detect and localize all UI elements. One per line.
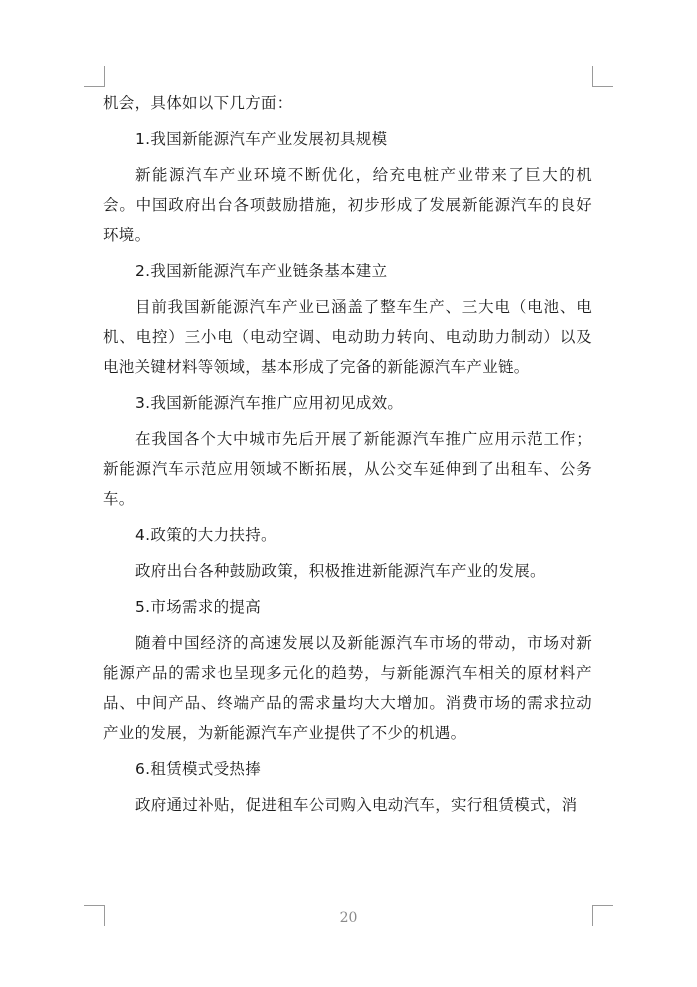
body-paragraph: 目前我国新能源汽车产业已涵盖了整车生产、三大电（电池、电机、电控）三小电（电动空调、电动助力转向、电动助力制动）以及电池关键材料等领域，基本形成了完备的新能源汽车产业链。 [103,298,592,376]
section-heading: 6.租赁模式受热捧 [135,760,261,778]
crop-mark-top-left [84,66,105,87]
section-heading: 2.我国新能源汽车产业链条基本建立 [135,262,388,280]
crop-mark-top-right [592,66,613,87]
section-heading: 5.市场需求的提高 [135,598,261,616]
document-body [103,88,592,826]
section-heading: 3.我国新能源汽车推广应用初见成效。 [135,394,404,412]
body-paragraph: 新能源汽车产业环境不断优化，给充电桩产业带来了巨大的机会。中国政府出台各项鼓励措施，初步形成了发展新能源汽车的良好环境。 [103,166,592,244]
body-paragraph: 政府出台各种鼓励政策，积极推进新能源汽车产业的发展。 [135,562,546,580]
body-paragraph: 机会，具体如以下几方面： [103,94,293,112]
section-heading: 1.我国新能源汽车产业发展初具规模 [135,130,388,148]
body-paragraph: 政府通过补贴，促进租车公司购入电动汽车，实行租赁模式，消 [135,796,578,814]
page-number: 20 [339,910,358,926]
body-paragraph: 随着中国经济的高速发展以及新能源汽车市场的带动，市场对新能源产品的需求也呈现多元化的趋势，与新能源汽车相关的原材料产品、中间产品、终端产品的需求量均大大增加。消费市场的需求拉动产业的发展，为新能源汽车产业提供了不少的机遇。 [103,634,592,742]
body-paragraph: 在我国各个大中城市先后开展了新能源汽车推广应用示范工作；新能源汽车示范应用领域不断拓展，从公交车延伸到了出租车、公务车。 [103,430,592,508]
section-heading: 4.政策的大力扶持。 [135,526,277,544]
